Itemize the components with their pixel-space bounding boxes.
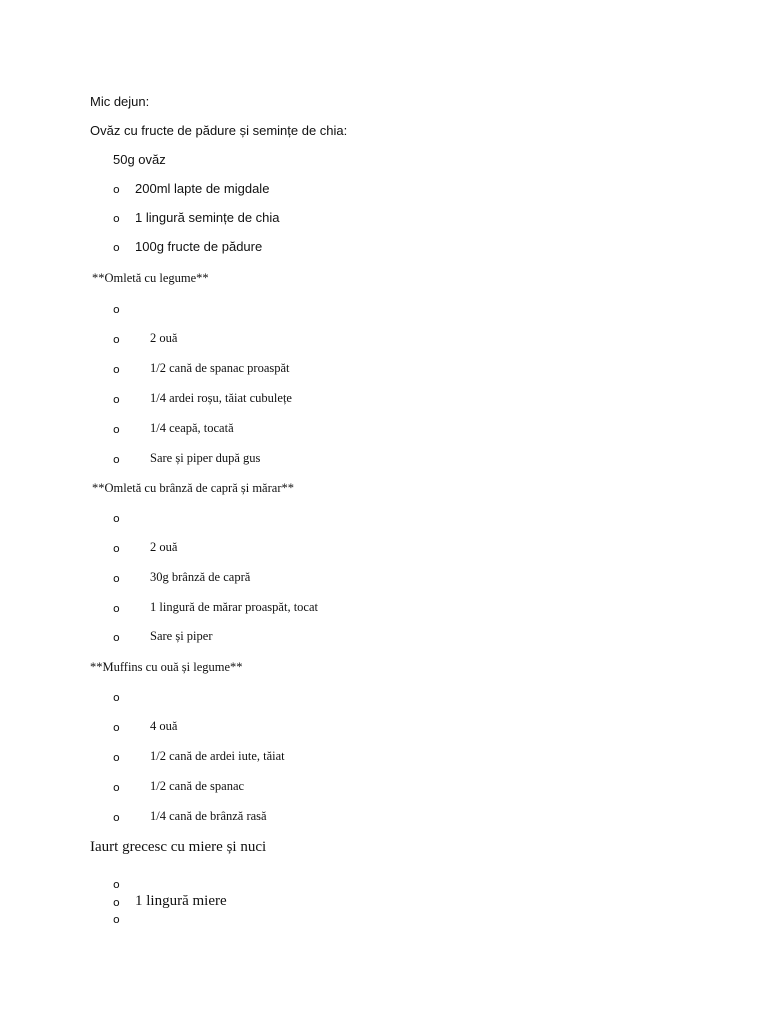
- bullet-icon: o: [113, 691, 120, 704]
- list-item: Sare și piper după gus: [150, 451, 261, 465]
- list-item: 50g ovăz: [113, 152, 166, 167]
- bullet-icon: o: [113, 631, 120, 644]
- bullet-icon: o: [113, 751, 120, 764]
- bullet-icon: o: [113, 878, 120, 891]
- list-item: 2 ouă: [150, 331, 178, 345]
- bullet-icon: o: [113, 183, 120, 196]
- bullet-icon: o: [113, 896, 120, 909]
- bullet-icon: o: [113, 453, 120, 466]
- bullet-icon: o: [113, 241, 120, 254]
- list-item: 4 ouă: [150, 719, 178, 733]
- list-item: 100g fructe de pădure: [135, 239, 263, 254]
- list-item: 1/2 cană de spanac proaspăt: [150, 361, 290, 375]
- list-item: 1 lingură miere: [135, 893, 227, 909]
- list-item: Sare și piper: [150, 629, 213, 643]
- bullet-icon: o: [113, 333, 120, 346]
- bullet-icon: o: [113, 303, 120, 316]
- bullet-icon: o: [113, 602, 120, 615]
- recipe-title-iaurt: Iaurt grecesc cu miere și nuci: [90, 839, 267, 855]
- list-item: 1 lingură semințe de chia: [135, 210, 280, 225]
- list-item: 1/4 ceapă, tocată: [150, 421, 234, 435]
- recipe-title-muffins: **Muffins cu ouă și legume**: [90, 660, 243, 674]
- bullet-icon: o: [113, 781, 120, 794]
- bullet-icon: o: [113, 393, 120, 406]
- recipe-title-omleta-legume: **Omletă cu legume**: [92, 271, 209, 285]
- bullet-icon: o: [113, 811, 120, 824]
- bullet-icon: o: [113, 721, 120, 734]
- list-item: 1/4 ardei roșu, tăiat cubulețe: [150, 391, 292, 405]
- list-item: 1/4 cană de brânză rasă: [150, 809, 267, 823]
- list-item: 1/2 cană de ardei iute, tăiat: [150, 749, 285, 763]
- list-item: 1 lingură de mărar proaspăt, tocat: [150, 600, 318, 614]
- section-heading-mic-dejun: Mic dejun:: [90, 94, 150, 109]
- bullet-icon: o: [113, 423, 120, 436]
- bullet-icon: o: [113, 572, 120, 585]
- bullet-icon: o: [113, 512, 120, 525]
- bullet-icon: o: [113, 363, 120, 376]
- list-item: 1/2 cană de spanac: [150, 779, 245, 793]
- bullet-icon: o: [113, 913, 120, 926]
- list-item: 200ml lapte de migdale: [135, 181, 270, 196]
- list-item: 30g brânză de capră: [150, 570, 251, 584]
- recipe-title-ovaz: Ovăz cu fructe de pădure și semințe de chia:: [90, 123, 348, 138]
- bullet-icon: o: [113, 212, 120, 225]
- recipe-title-omleta-branza: **Omletă cu brânză de capră și mărar**: [92, 481, 294, 495]
- list-item: 2 ouă: [150, 540, 178, 554]
- bullet-icon: o: [113, 542, 120, 555]
